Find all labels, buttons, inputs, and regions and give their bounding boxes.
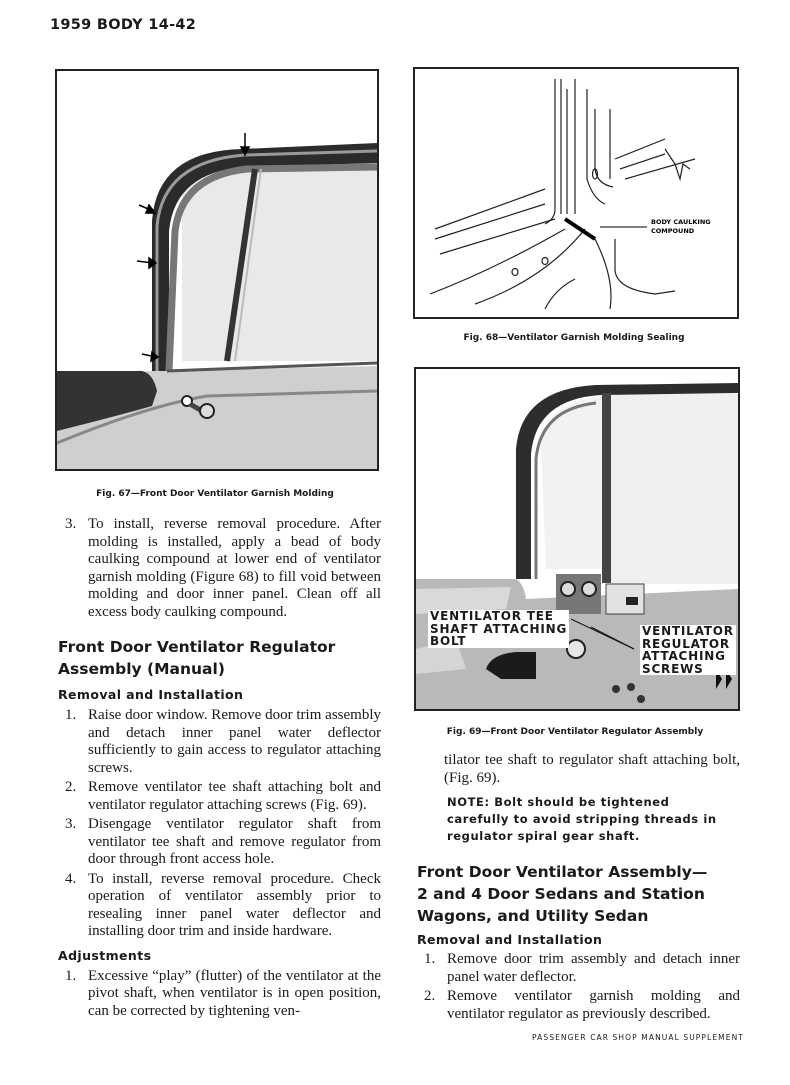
step-text: Excessive “play” (flutter) of the ventilator at the pivot shaft, when ventilator is in open position, can be corrected by tightening ven-	[88, 967, 381, 1019]
right-column	[417, 752, 740, 1025]
garnish-molding-sealing-drawing	[415, 69, 737, 317]
step-text: To install, reverse removal procedure. Check operation of ventilator assembly prior to resealing inner panel water deflector and installing door trim and inside hardware.	[88, 870, 381, 939]
note-bolt-tightening: NOTE: Bolt should be tightened carefully to avoid stripping threads in regulator spiral gear shaft.	[447, 795, 717, 843]
callout-line: VENTILATOR	[642, 624, 734, 638]
callout-tee-shaft-bolt	[428, 610, 569, 648]
figure-67-image	[55, 69, 379, 471]
step-number: 3.	[65, 816, 77, 832]
regulator-step-3	[58, 816, 381, 869]
regulator-step-1	[58, 707, 381, 777]
ventilator-step-2	[417, 988, 740, 1023]
step-number: 1.	[65, 967, 77, 984]
page-header: 1959 BODY 14-42	[50, 17, 197, 33]
adjustment-step-1	[58, 968, 381, 1021]
figure-68-caption: Fig. 68—Ventilator Garnish Molding Sealing	[463, 333, 685, 343]
figure-68-image	[413, 67, 739, 319]
callout-line: SHAFT ATTACHING	[430, 621, 568, 636]
adjustment-continuation: tilator tee shaft to regulator shaft attaching bolt, (Fig. 69).	[444, 752, 740, 786]
subsection-removal-installation: Removal and Installation	[58, 687, 244, 702]
step-number: 2.	[65, 779, 77, 795]
callout-body-caulking: BODY CAULKING	[651, 218, 711, 226]
step-text: Remove ventilator garnish molding and ventilator regulator as previously described.	[447, 988, 740, 1022]
left-column	[58, 516, 381, 1022]
section-title-ventilator-assembly: Front Door Ventilator Assembly—2 and 4 Door Sedans and Station Wagons, and Utility Sedan	[417, 863, 708, 925]
section-title-regulator-assembly: Front Door Ventilator Regulator Assembly (Manual)	[58, 638, 336, 678]
subsection-adjustments: Adjustments	[58, 947, 152, 963]
step-text: Remove ventilator tee shaft attaching bolt and ventilator regulator attaching screws (Fig. 69).	[88, 779, 381, 813]
step-number: 1.	[65, 707, 77, 723]
step-number: 2.	[424, 988, 436, 1004]
install-step-3	[58, 516, 381, 621]
callout-compound: COMPOUND	[651, 227, 695, 235]
regulator-step-2	[58, 779, 381, 814]
regulator-step-4	[58, 871, 381, 941]
figure-69-image	[414, 367, 740, 711]
callout-line: REGULATOR	[642, 636, 730, 651]
step-number: 4.	[65, 870, 77, 887]
step-number: 1.	[424, 951, 436, 967]
figure-67-caption: Fig. 67—Front Door Ventilator Garnish Molding	[96, 489, 334, 499]
figure-69-caption: Fig. 69—Front Door Ventilator Regulator Assembly	[446, 727, 704, 737]
callout-line: SCREWS	[642, 661, 704, 676]
callout-line: VENTILATOR TEE	[430, 609, 554, 623]
subsection-removal-installation-2: Removal and Installation	[417, 932, 603, 947]
step-text: Raise door window. Remove door trim assembly and detach inner panel water deflector sufficiently to gain access to regulator attaching screws.	[88, 707, 381, 776]
callout-regulator-screws	[640, 625, 736, 675]
callout-line: ATTACHING	[642, 649, 726, 663]
step-text: To install, reverse removal procedure. After molding is installed, apply a bead of body caulking compound at lower end of ventilator garnish molding (Figure 68) to fill void between molding and door inner panel. Clean off all excess body caulking compound.	[88, 516, 381, 620]
step-number: 3.	[65, 516, 77, 532]
ventilator-step-1	[417, 951, 740, 986]
step-text: Disengage ventilator regulator shaft from ventilator tee shaft and remove regulator from door through front access hole.	[88, 816, 381, 867]
door-ventilator-photo	[57, 71, 377, 469]
callout-line: BOLT	[430, 634, 467, 648]
page-footer: PASSENGER CAR SHOP MANUAL SUPPLEMENT	[532, 1033, 744, 1042]
step-text: Remove door trim assembly and detach inner panel water deflector.	[447, 951, 740, 985]
